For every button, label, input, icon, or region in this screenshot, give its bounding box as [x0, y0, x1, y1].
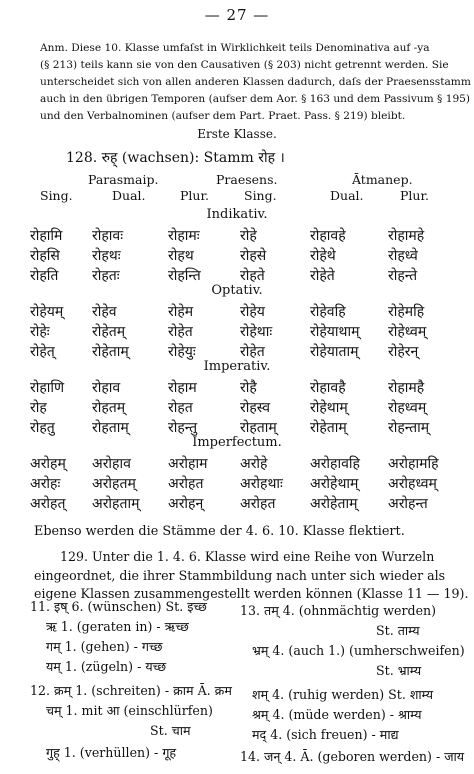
root-entry: ऋ 1. (geraten in) - ऋच्छ: [46, 619, 189, 634]
root-entry: चम् 1. mit आ (einschlürfen): [46, 703, 213, 718]
verb-form: रोहाव: [92, 380, 121, 396]
verb-form: रोहेताम्: [310, 420, 347, 436]
verb-form: अरोहाव: [92, 456, 131, 472]
header-sing: Sing.: [244, 188, 277, 203]
mood-title: Imperfectum.: [192, 435, 282, 450]
root-entry: 14. जन् 4. Ā. (geboren werden) - जाय: [240, 749, 465, 764]
verb-form: रोहेव: [92, 304, 117, 320]
verb-form: रोहताम्: [240, 420, 277, 436]
verb-form: रोहाणि: [30, 380, 65, 396]
paragraph-128-heading: [66, 148, 285, 167]
paragraph-number: 128.: [66, 150, 98, 166]
verb-form: रोहेरन्: [388, 344, 419, 360]
verb-form: अरोहेताम्: [310, 496, 358, 512]
mood-title: Indikativ.: [206, 207, 268, 222]
note-line: (§ 213) teils kann sie von den Causativen (§ 203) nicht getrennt werden. Sie: [40, 59, 449, 71]
root-gloss: (wachsen): Stamm: [121, 150, 254, 166]
verb-form: अरोहतम्: [92, 476, 136, 492]
root-entry: 11. इष् 6. (wünschen) St. इच्छ: [30, 599, 207, 614]
verb-form: रोहामहे: [388, 228, 425, 244]
verb-form: रोहतः: [92, 268, 120, 284]
verb-form: रोहेयम्: [30, 304, 64, 320]
verb-form: रोहेथे: [310, 248, 336, 264]
verb-form: रोहेध्वम्: [388, 324, 427, 340]
root-entry: गम् 1. (gehen) - गच्छ: [46, 639, 163, 654]
verb-form: रोहेवहि: [310, 304, 346, 320]
verb-form: अरोहन्त: [388, 496, 428, 512]
verb-form: रोहध्वे: [388, 248, 418, 264]
mood-title: Imperativ.: [203, 359, 271, 374]
root-entry: मद् 4. (sich freuen) - माद्य: [252, 727, 399, 742]
section-title: Erste Klasse.: [197, 127, 277, 141]
verb-form: अरोहताम्: [92, 496, 140, 512]
header-plur: Plur.: [400, 188, 430, 203]
verb-form: अरोहावहि: [310, 456, 360, 472]
verb-form: रोहस्व: [240, 400, 271, 416]
root-entry: St. भ्राम्य: [376, 663, 422, 678]
verb-form: रोहेतम्: [92, 324, 126, 340]
verb-form: अरोहेथाम्: [310, 476, 359, 492]
verb-form: रोह: [30, 400, 47, 416]
verb-form: रोहावहै: [310, 380, 346, 396]
verb-form: अरोहत: [168, 476, 204, 492]
verb-form: रोहतम्: [92, 400, 126, 416]
verb-form: रोहेमहि: [388, 304, 425, 320]
verb-form: रोहामहै: [388, 380, 425, 396]
verb-form: रोहध्वम्: [388, 400, 427, 416]
root-entry: शम् 4. (ruhig werden) St. शाम्य: [252, 687, 434, 702]
verb-form: रोहति: [30, 268, 59, 284]
page-number: — 27 —: [204, 6, 270, 24]
stem-word: रोह ।: [258, 150, 285, 166]
header-atmanep: Ātmanep.: [352, 172, 413, 187]
ebenso-line: Ebenso werden die Stämme der 4. 6. 10. Klasse flektiert.: [34, 524, 405, 539]
verb-form: रोहेयुः: [168, 344, 196, 360]
verb-form: रोहेयाताम्: [310, 344, 359, 360]
verb-form: रोहेथाम्: [310, 400, 348, 416]
verb-form: अरोहत: [240, 496, 276, 512]
verb-form: रोहामः: [168, 228, 200, 244]
verb-form: अरोहे: [240, 456, 268, 472]
paragraph-line: eingeordnet, die ihrer Stammbildung nach unter sich wieder als: [34, 567, 446, 583]
root-entry: गुह् 1. (verhüllen) - गूह: [46, 745, 177, 760]
verb-form: रोहावः: [92, 228, 124, 244]
paragraph-129: [34, 548, 469, 604]
verb-form: अरोहामहि: [388, 456, 439, 472]
verb-form: रोहताम्: [92, 420, 129, 436]
verb-form: रोहेते: [310, 268, 335, 284]
verb-form: रोहेत: [240, 344, 265, 360]
header-plur: Plur.: [180, 188, 210, 203]
verb-form: रोहथ: [168, 248, 194, 264]
verb-form: रोहेथाः: [240, 324, 273, 340]
verb-form: रोहन्ताम्: [388, 420, 430, 436]
mood-title: Optativ.: [211, 283, 263, 298]
root-entry: 12. क्रम् 1. (schreiten) - क्राम Ā. क्रम: [30, 683, 232, 698]
verb-form: अरोहम्: [30, 456, 66, 472]
verb-form: रोहन्तु: [168, 420, 198, 436]
verb-form: रोहेताम्: [92, 344, 129, 360]
header-parasmaip: Parasmaip.: [88, 172, 159, 187]
verb-form: रोहाम: [168, 380, 197, 396]
root-entry: श्रम् 4. (müde werden) - श्राम्य: [252, 707, 422, 722]
verb-form: रोहेः: [30, 324, 50, 340]
verb-form: रोहेम: [168, 304, 194, 320]
verb-form: रोहसि: [30, 248, 60, 264]
verb-form: अरोहाम: [168, 456, 208, 472]
root-entry: 13. तम् 4. (ohnmächtig werden): [240, 603, 437, 618]
verb-form: अरोहत्: [30, 496, 66, 512]
verb-form: रोहन्ति: [168, 268, 201, 284]
verb-form: रोहसे: [240, 248, 267, 264]
root-entry: यम् 1. (zügeln) - यच्छ: [46, 659, 167, 674]
verb-form: रोहते: [240, 268, 265, 284]
header-praesens: Praesens.: [216, 172, 278, 187]
root-entry: St. ताम्य: [376, 623, 420, 638]
paragraph-line: 129. Unter die 1. 4. 6. Klasse wird eine Reihe von Wurzeln: [60, 549, 435, 564]
note-line: auch in den übrigen Temporen (aufser dem Aor. § 163 und dem Passivum § 195): [40, 93, 471, 105]
verb-form: रोहावहे: [310, 228, 346, 244]
root-word: रुह्: [101, 150, 118, 166]
verb-form: रोहतु: [30, 420, 55, 436]
header-dual: Dual.: [330, 188, 364, 203]
verb-form: रोहेयाथाम्: [310, 324, 360, 340]
verb-form: अरोहध्वम्: [388, 476, 437, 492]
header-dual: Dual.: [112, 188, 146, 203]
root-entry: भ्रम् 4. (auch 1.) (umherschweifen): [252, 643, 465, 658]
root-entry: St. चाम: [150, 723, 191, 738]
paragraph-line: eigene Klassen zusammengestellt werden können (Klasse 11 — 19).: [34, 586, 469, 601]
verb-form: रोहे: [240, 228, 257, 244]
verb-form: रोहथः: [92, 248, 121, 264]
verb-form: रोहेय: [240, 304, 265, 320]
verb-form: रोहेत्: [30, 344, 55, 360]
verb-form: अरोहन्: [168, 496, 204, 512]
note-line: Anm. Diese 10. Klasse umfaſst in Wirklichkeit teils Denominativa auf -ya: [40, 42, 430, 54]
verb-form: अरोहथाः: [240, 476, 283, 492]
annotation-paragraph: [40, 40, 471, 125]
verb-form: अरोहः: [30, 476, 61, 492]
verb-form: रोहामि: [30, 228, 63, 244]
verb-form: रोहन्ते: [388, 268, 418, 284]
verb-form: रोहै: [240, 380, 257, 396]
note-line: und den Verbalnominen (aufser dem Part. Praet. Pass. § 219) bleibt.: [40, 110, 406, 122]
note-line: unterscheidet sich von allen anderen Klassen dadurch, daſs der Praesensstamm: [40, 76, 471, 88]
verb-form: रोहत: [168, 400, 193, 416]
verb-form: रोहेत: [168, 324, 193, 340]
header-sing: Sing.: [40, 188, 73, 203]
